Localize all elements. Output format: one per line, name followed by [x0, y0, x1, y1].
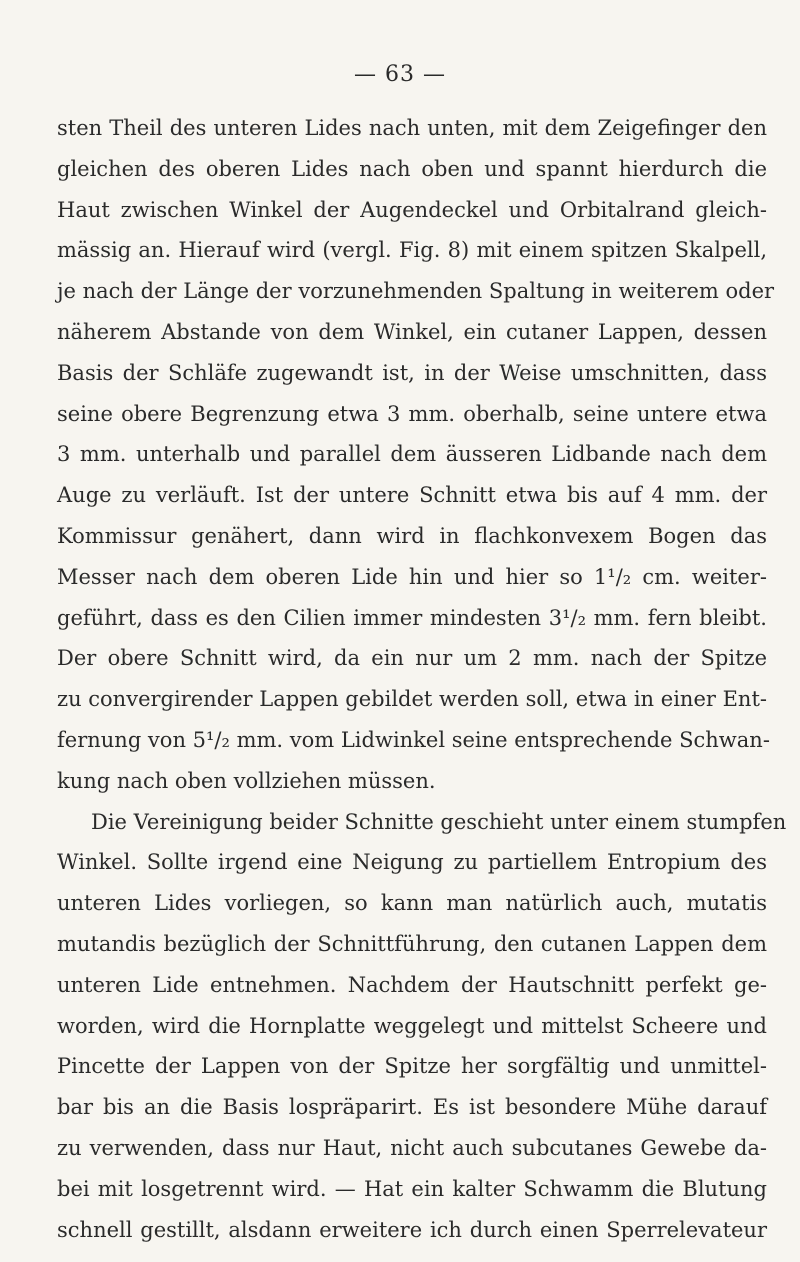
text-line: mutandis bezüglich der Schnittführung, den cutanen Lappen dem — [57, 931, 767, 956]
text-line: je nach der Länge der vorzunehmenden Spaltung in weiterem oder — [57, 279, 775, 304]
text-line: unteren Lide entnehmen. Nachdem der Hautschnitt perfekt ge- — [57, 972, 767, 997]
text-line: Basis der Schläfe zugewandt ist, in der Weise umschnitten, dass — [57, 360, 767, 385]
text-line: worden, wird die Hornplatte weggelegt und mittelst Scheere und — [57, 1013, 767, 1038]
page-number: — 63 — — [354, 62, 446, 87]
text-line: unteren Lides vorliegen, so kann man natürlich auch, mutatis — [57, 891, 767, 916]
text-line: Winkel. Sollte irgend eine Neigung zu partiellem Entropium des — [57, 850, 767, 875]
text-line: sten Theil des unteren Lides nach unten, mit dem Zeigefinger den — [57, 116, 767, 140]
text-line: gleichen des oberen Lides nach oben und spannt hierdurch die — [57, 156, 767, 181]
text-line: bei mit losgetrennt wird. — Hat ein kalter Schwamm die Blutung — [57, 1176, 767, 1201]
text-line: schnell gestillt, alsdann erweitere ich durch einen Sperrelevateur — [57, 1217, 767, 1242]
text-line: 3 mm. unterhalb und parallel dem äusseren Lidbande nach dem — [57, 442, 767, 467]
text-line: zu verwenden, dass nur Haut, nicht auch subcutanes Gewebe da- — [57, 1135, 767, 1160]
text-line: Auge zu verläuft. Ist der untere Schnitt etwa bis auf 4 mm. der — [57, 483, 767, 508]
text-line: geführt, dass es den Cilien immer mindesten 3¹/₂ mm. fern bleibt. — [57, 605, 767, 630]
text-line: seine obere Begrenzung etwa 3 mm. oberhalb, seine untere etwa — [57, 401, 767, 426]
text-line: Kommissur genähert, dann wird in flachkonvexem Bogen das — [57, 523, 767, 548]
text-line: Pincette der Lappen von der Spitze her sorgfältig und unmittel- — [57, 1054, 767, 1079]
text-line: Haut zwischen Winkel der Augendeckel und Orbitalrand gleich- — [57, 197, 767, 222]
text-line: kung nach oben vollziehen müssen. — [57, 768, 436, 793]
text-line: Die Vereinigung beider Schnitte geschieht unter einem stumpfen — [91, 809, 787, 834]
body-text — [57, 108, 787, 1250]
text-line: Der obere Schnitt wird, da ein nur um 2 mm. nach der Spitze — [57, 646, 767, 671]
text-line: fernung von 5¹/₂ mm. vom Lidwinkel seine entsprechende Schwan- — [57, 727, 770, 752]
text-line: näherem Abstande von dem Winkel, ein cutaner Lappen, dessen — [57, 319, 767, 344]
text-line: Messer nach dem oberen Lide hin und hier so 1¹/₂ cm. weiter- — [57, 564, 767, 589]
text-line: zu convergirender Lappen gebildet werden soll, etwa in einer Ent- — [57, 687, 767, 712]
text-line: mässig an. Hierauf wird (vergl. Fig. 8) mit einem spitzen Skalpell, — [57, 238, 767, 263]
text-line: bar bis an die Basis lospräparirt. Es ist besondere Mühe darauf — [57, 1095, 767, 1120]
